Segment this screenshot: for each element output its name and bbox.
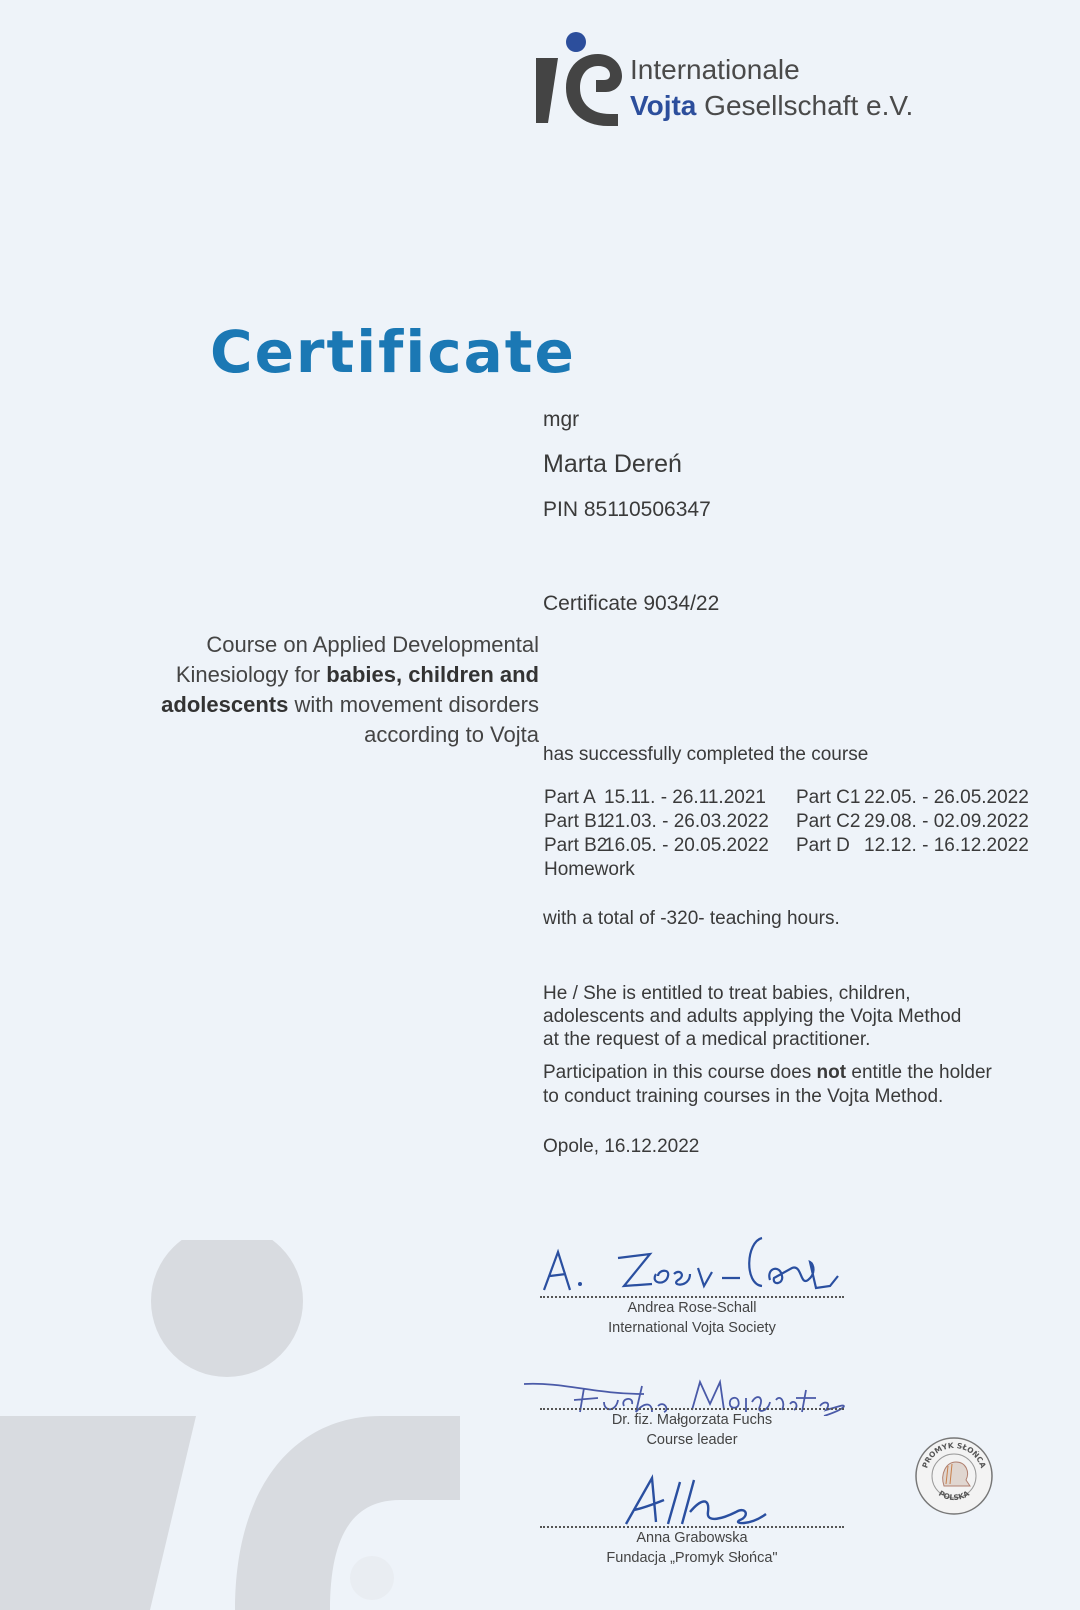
- part-name: Part C1: [796, 787, 861, 808]
- certificate-title: Certificate: [210, 318, 576, 386]
- part-dates: 12.12. - 16.12.2022: [864, 835, 1029, 856]
- participation-text: [543, 1061, 1003, 1109]
- logo-vojta: Vojta: [630, 90, 697, 121]
- course-line1: Course on Applied Developmental: [206, 632, 539, 657]
- signature-line: [540, 1296, 844, 1298]
- signatory-role: Course leader: [646, 1432, 738, 1448]
- course-line3: [119, 690, 539, 720]
- participation-pre: Participation in this course does: [543, 1062, 817, 1083]
- course-line2-bold: babies, children and: [326, 662, 539, 687]
- course-line2: [119, 660, 539, 690]
- entitlement-line2: adolescents and adults applying the Vojta Method: [543, 1006, 962, 1027]
- part-row: [544, 834, 1029, 858]
- signatory-role: Fundacja „Promyk Słońca": [606, 1550, 778, 1566]
- part-dates: 16.05. - 20.05.2022: [604, 835, 769, 856]
- watermark-logo: [0, 1240, 460, 1610]
- vojta-logo-mark: [536, 28, 622, 128]
- logo-line2: [630, 88, 913, 124]
- completed-text: has successfully completed the course: [543, 744, 869, 765]
- part-name: Part D: [796, 835, 850, 856]
- signatory-name: Andrea Rose-Schall: [627, 1300, 757, 1316]
- course-line3-bold: adolescents: [161, 692, 289, 717]
- certificate-number: Certificate 9034/22: [543, 592, 720, 615]
- participation-post: entitle the holder: [846, 1062, 992, 1083]
- participation-line1: [543, 1061, 1003, 1085]
- promyk-slonca-stamp: [912, 1434, 996, 1518]
- part-name: Part A: [544, 787, 596, 808]
- part-row: [544, 786, 1029, 810]
- recipient-prefix: mgr: [543, 408, 580, 431]
- logo-line2-rest: Gesellschaft e.V.: [696, 90, 914, 121]
- signature-block-3: [540, 1474, 844, 1570]
- logo-line1: Internationale: [630, 54, 800, 85]
- recipient-name: Marta Dereń: [543, 450, 682, 478]
- part-dates: 21.03. - 26.03.2022: [604, 811, 769, 832]
- signature-line: [540, 1526, 844, 1528]
- teaching-hours: with a total of -320- teaching hours.: [543, 908, 840, 929]
- course-line3-rest: with movement disorders: [288, 692, 539, 717]
- place-date: Opole, 16.12.2022: [543, 1136, 700, 1157]
- part-name: Part B1: [544, 811, 608, 832]
- part-dates: 15.11. - 26.11.2021: [604, 787, 766, 808]
- stamp-bottom-text: POLSKA: [937, 1488, 971, 1503]
- course-parts: [544, 786, 1029, 882]
- logo-text: [630, 52, 913, 124]
- part-dates: 29.08. - 02.09.2022: [864, 811, 1029, 832]
- recipient-pin: PIN 85110506347: [543, 498, 711, 521]
- signatory-name: Anna Grabowska: [636, 1530, 748, 1546]
- homework: Homework: [544, 859, 635, 880]
- course-line4: according to Vojta: [364, 722, 539, 747]
- entitlement-text: [543, 982, 1003, 1051]
- stamp-top-text: PROMYK SŁOŃCA: [920, 1440, 988, 1470]
- signature-grabowska: [540, 1474, 844, 1534]
- part-name: Part C2: [796, 811, 861, 832]
- signature-block-1: [540, 1234, 844, 1340]
- part-row: [544, 810, 1029, 834]
- signature-block-2: [540, 1376, 844, 1456]
- course-line2-pre: Kinesiology for: [175, 662, 327, 687]
- entitlement-line1: He / She is entitled to treat babies, children,: [543, 983, 911, 1004]
- part-name: Part B2: [544, 835, 608, 856]
- vojta-society-logo: [536, 28, 936, 128]
- participation-line2: to conduct training courses in the Vojta Method.: [543, 1086, 944, 1107]
- course-description: [119, 630, 539, 750]
- entitlement-line3: at the request of a medical practitioner.: [543, 1029, 871, 1050]
- signatory-name: Dr. fiz. Małgorzata Fuchs: [611, 1412, 773, 1428]
- signature-line: [540, 1408, 844, 1410]
- signature-fuchs: [524, 1376, 848, 1416]
- signature-rose-schall: [540, 1234, 844, 1294]
- participation-not: not: [816, 1062, 847, 1083]
- part-dates: 22.05. - 26.05.2022: [864, 787, 1029, 808]
- signatory-role: International Vojta Society: [608, 1320, 776, 1336]
